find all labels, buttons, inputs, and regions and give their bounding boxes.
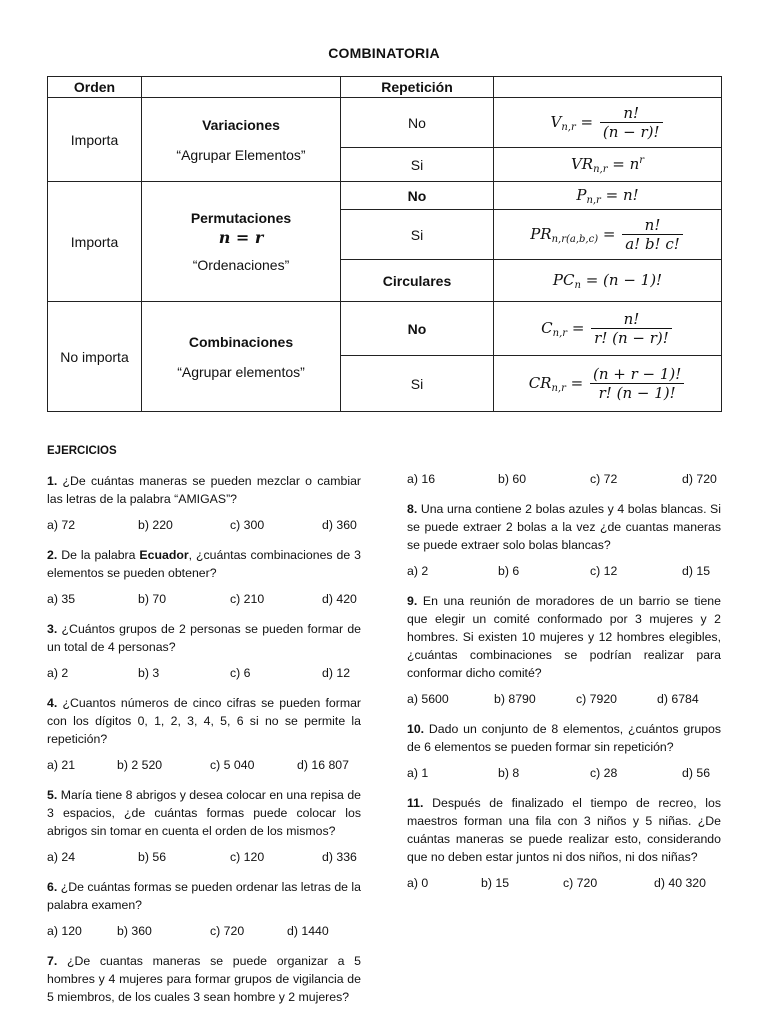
repeticion-cell: No [341, 302, 494, 356]
options-7: a) 16 b) 60 c) 72 d) 720 [407, 472, 717, 486]
formula-cell [494, 210, 722, 260]
type-desc: “Ordenaciones” [192, 257, 290, 273]
formula-cell [494, 98, 722, 148]
repeticion-cell: Circulares [341, 260, 494, 302]
formula-cell [494, 302, 722, 356]
orden-cell: Importa [48, 182, 142, 302]
options-10: a) 1 b) 8 c) 28 d) 56 [407, 766, 711, 780]
repeticion-cell: Si [341, 356, 494, 412]
formula: $VR_{n,r} = n^r$ [570, 154, 645, 175]
question-9: 9. En una reunión de moradores de un barrio se tiene que elegir un comité conformado por 3 mujeres y 2 hombres. Si existen 10 mujeres y 12 hombres elegibles, ¿cuántas combinaciones se podrían realizar para conformar dicho comité? [407, 594, 721, 680]
header-blank [142, 77, 341, 98]
question-1: 1. ¿De cuántas maneras se pueden mezclar o cambiar las letras de la palabra “AMIGAS”? [47, 474, 361, 506]
combinatoria-table [47, 76, 722, 412]
formula: $PC_n = (n - 1)$! [552, 270, 663, 291]
options-2: a) 35 b) 70 c) 210 d) 420 [47, 592, 357, 606]
page-title: COMBINATORIA [328, 45, 440, 61]
table-row [48, 182, 722, 210]
question-7: 7. ¿De cuantas maneras se puede organizar a 5 hombres y 4 mujeres para formar grupos de vigilancia de 5 miembros, de los cuales 3 sean hombre y 2 mujeres? [47, 954, 361, 1004]
question-5: 5. María tiene 8 abrigos y desea colocar en una repisa de 3 espacios, ¿de cuántas formas puede colocar los abrigos sin tomar en cuenta el orden de los mismos? [47, 788, 361, 838]
type-cell [142, 182, 341, 302]
table-header-row [48, 77, 722, 98]
formula-cell [494, 260, 722, 302]
options-1: a) 72 b) 220 c) 300 d) 360 [47, 518, 357, 532]
type-cell [142, 302, 341, 412]
options-9: a) 5600 b) 8790 c) 7920 d) 6784 [407, 692, 699, 706]
repeticion-cell: No [341, 98, 494, 148]
options-5: a) 24 b) 56 c) 120 d) 336 [47, 850, 357, 864]
formula: $P_{n,r} = n$! [576, 185, 639, 206]
options-6: a) 120 b) 360 c) 720 d) 1440 [47, 924, 329, 938]
formula: $PR_{n,r(a,b,c)}$ = $\frac{n!}{a! b! c!}$ [530, 225, 685, 243]
orden-cell: Importa [48, 98, 142, 182]
type-name: Variaciones [202, 116, 280, 133]
exercises-right-column [407, 470, 721, 904]
question-2: 2. De la palabra Ecuador, ¿cuántas combinaciones de 3 elementos se pueden obtener? [47, 548, 361, 580]
question-8: 8. Una urna contiene 2 bolas azules y 4 bolas blancas. Si se puede extraer 2 bolas a la vez ¿de cuantas maneras se puede extraer solo bolas blancas? [407, 502, 721, 552]
type-name: Combinaciones [188, 333, 294, 350]
question-10: 10. Dado un conjunto de 8 elementos, ¿cuántos grupos de 6 elementos se pueden formar sin repetición? [407, 722, 721, 754]
options-4: a) 21 b) 2 520 c) 5 040 d) 16 807 [47, 758, 349, 772]
question-6: 6. ¿De cuántas formas se pueden ordenar las letras de la palabra examen? [47, 880, 362, 912]
options-8: a) 2 b) 6 c) 12 d) 15 [407, 564, 711, 578]
formula-cell [494, 148, 722, 182]
repeticion-cell: Si [341, 148, 494, 182]
formula-cell [494, 356, 722, 412]
header-repeticion: Repetición [341, 77, 494, 98]
exercises-heading: EJERCICIOS [47, 445, 117, 457]
formula: $C_{n,r}$ = $\frac{n!}{r! (n - r)!}$ [541, 319, 674, 337]
formula-cell [494, 182, 722, 210]
table-row [48, 302, 722, 356]
orden-cell: No importa [48, 302, 142, 412]
options-11: a) 0 b) 15 c) 720 d) 40 320 [407, 876, 706, 890]
exercises-left-column [47, 442, 361, 1006]
type-cell [142, 98, 341, 182]
repeticion-cell: No [341, 182, 494, 210]
type-condition: n = r [218, 228, 264, 247]
repeticion-cell: Si [341, 210, 494, 260]
header-formula [494, 77, 722, 98]
header-orden: Orden [48, 77, 142, 98]
formula: $CR_{n,r}$ = $\frac{(n + r - 1)!}{r! (n - 1)!}$ [529, 374, 687, 392]
type-name: Permutaciones [190, 210, 292, 226]
type-desc: “Agrupar elementos” [177, 363, 305, 380]
formula: $V_{n,r}$ = $\frac{n!}{(n - r)!}$ [550, 113, 664, 131]
question-11: 11. Después de finalizado el tiempo de recreo, los maestros forman una fila con 3 niños y 5 niñas. ¿De cuántas maneras se puede realizar esto, considerando que no deben estar juntos ni dos niños, ni dos niñas? [407, 796, 722, 864]
question-4: 4. ¿Cuantos números de cinco cifras se pueden formar con los dígitos 0, 1, 2, 3, 4, 5, 6 si no se permite la repetición? [47, 696, 362, 746]
options-3: a) 2 b) 3 c) 6 d) 12 [47, 666, 351, 680]
table-row [48, 98, 722, 148]
type-desc: “Agrupar Elementos” [176, 146, 306, 163]
question-3: 3. ¿Cuántos grupos de 2 personas se pueden formar de un total de 4 personas? [47, 622, 361, 654]
